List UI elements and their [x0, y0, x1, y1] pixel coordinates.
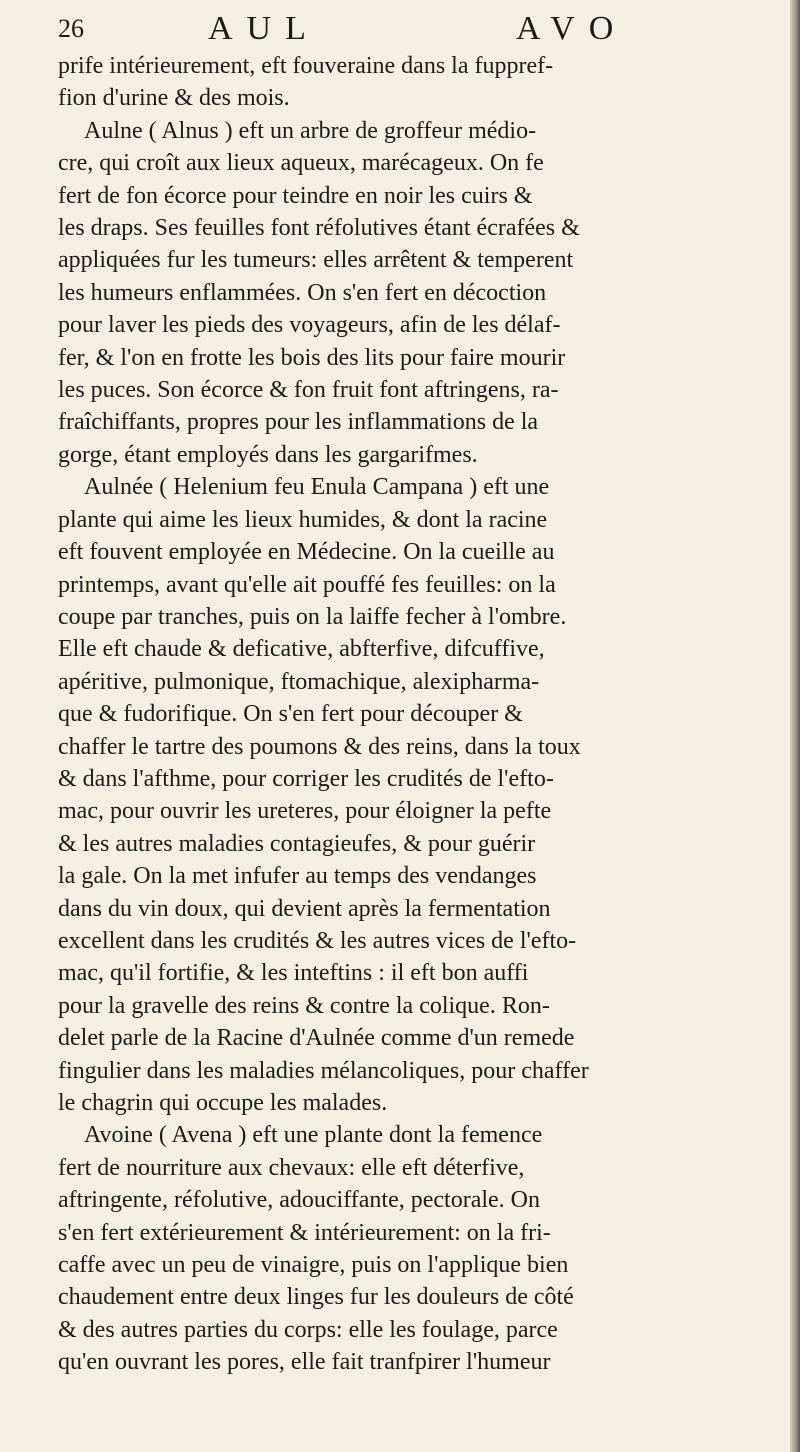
text-line: prife intérieurement, eft fouveraine dans la fuppref-: [58, 53, 554, 79]
text-line: que & fudorifique. On s'en fert pour découper &: [58, 701, 523, 728]
text-line: appliquées fur les tumeurs: elles arrêtent & temperent: [58, 247, 574, 274]
text-line: gorge, étant employés dans les gargarifmes.: [58, 441, 478, 468]
text-line: excellent dans les crudités & les autres vices de l'efto-: [58, 927, 577, 954]
text-line: le chagrin qui occupe les malades.: [58, 1090, 388, 1116]
blank-margin: [58, 1376, 758, 1436]
text-line: eft fouvent employée en Médecine. On la cueille au: [58, 539, 555, 566]
text-line: la gale. On la met infufer au temps des vendanges: [58, 863, 537, 890]
text-line: chaudement entre deux linges fur les douleurs de côté: [58, 1284, 574, 1311]
text-line: & dans l'afthme, pour corriger les crudités de l'efto-: [58, 765, 554, 792]
body-text: [58, 50, 758, 1379]
text-line: s'en fert extérieurement & intérieurement: on la fri-: [58, 1219, 551, 1246]
text-line: fingulier dans les maladies mélancoliques, pour chaffer: [58, 1057, 589, 1084]
text-line: fer, & l'on en frotte les bois des lits pour faire mourir: [58, 344, 566, 371]
entry-aulne-first-line: Aulne ( Alnus ) eft un arbre de groffeur médio-: [84, 117, 537, 144]
text-line: les humeurs enflammées. On s'en fert en décoction: [58, 279, 547, 306]
text-line: dans du vin doux, qui devient après la fermentation: [58, 895, 551, 922]
text-line: & les autres maladies contagieufes, & pour guérir: [58, 830, 536, 857]
page-number: 26: [58, 14, 84, 43]
text-line: mac, pour ouvrir les ureteres, pour éloigner la pefte: [58, 798, 552, 825]
entry-avoine-first-line: Avoine ( Avena ) eft une plante dont la femence: [84, 1122, 543, 1149]
text-line: delet parle de la Racine d'Aulnée comme d'un remede: [58, 1025, 575, 1052]
text-line: chaffer le tartre des poumons & des reins, dans la toux: [58, 733, 581, 760]
text-line: les draps. Ses feuilles font réfolutives étant écrafées &: [58, 215, 580, 242]
text-line: cre, qui croît aux lieux aqueux, marécageux. On fe: [58, 150, 544, 177]
running-head-right: AVO: [516, 10, 628, 47]
text-line: pour la gravelle des reins & contre la colique. Ron-: [58, 992, 550, 1019]
text-line: qu'en ouvrant les pores, elle fait tranfpirer l'humeur: [58, 1349, 551, 1376]
text-line: fert de nourriture aux chevaux: elle eft déterfive,: [58, 1154, 525, 1181]
text-line: aftringente, réfolutive, adouciffante, pectorale. On: [58, 1187, 541, 1214]
entry-aulnee-first-line: Aulnée ( Helenium feu Enula Campana ) eft une: [84, 474, 550, 501]
text-line: mac, qu'il fortifie, & les inteftins : il eft bon auffi: [58, 960, 529, 987]
text-line: fion d'urine & des mois.: [58, 85, 290, 112]
text-line: pour laver les pieds des voyageurs, afin de les délaf-: [58, 312, 561, 339]
text-line: Elle eft chaude & deficative, abfterfive, difcuffive,: [58, 636, 545, 663]
page-edge: [790, 0, 800, 1452]
running-head-left: AUL: [208, 10, 320, 47]
text-line: caffe avec un peu de vinaigre, puis on l'applique bien: [58, 1252, 569, 1279]
text-line: printemps, avant qu'elle ait pouffé fes feuilles: on la: [58, 571, 556, 598]
page-header: [58, 8, 758, 52]
text-line: les puces. Son écorce & fon fruit font aftringens, ra-: [58, 377, 559, 404]
text-line: & des autres parties du corps: elle les foulage, parce: [58, 1316, 558, 1343]
text-line: plante qui aime les lieux humides, & dont la racine: [58, 506, 548, 533]
text-line: apéritive, pulmonique, ftomachique, alexipharma-: [58, 668, 540, 695]
text-line: fraîchiffants, propres pour les inflammations de la: [58, 409, 539, 436]
text-line: coupe par tranches, puis on la laiffe fecher à l'ombre.: [58, 603, 567, 630]
text-line: fert de fon écorce pour teindre en noir les cuirs &: [58, 182, 533, 209]
